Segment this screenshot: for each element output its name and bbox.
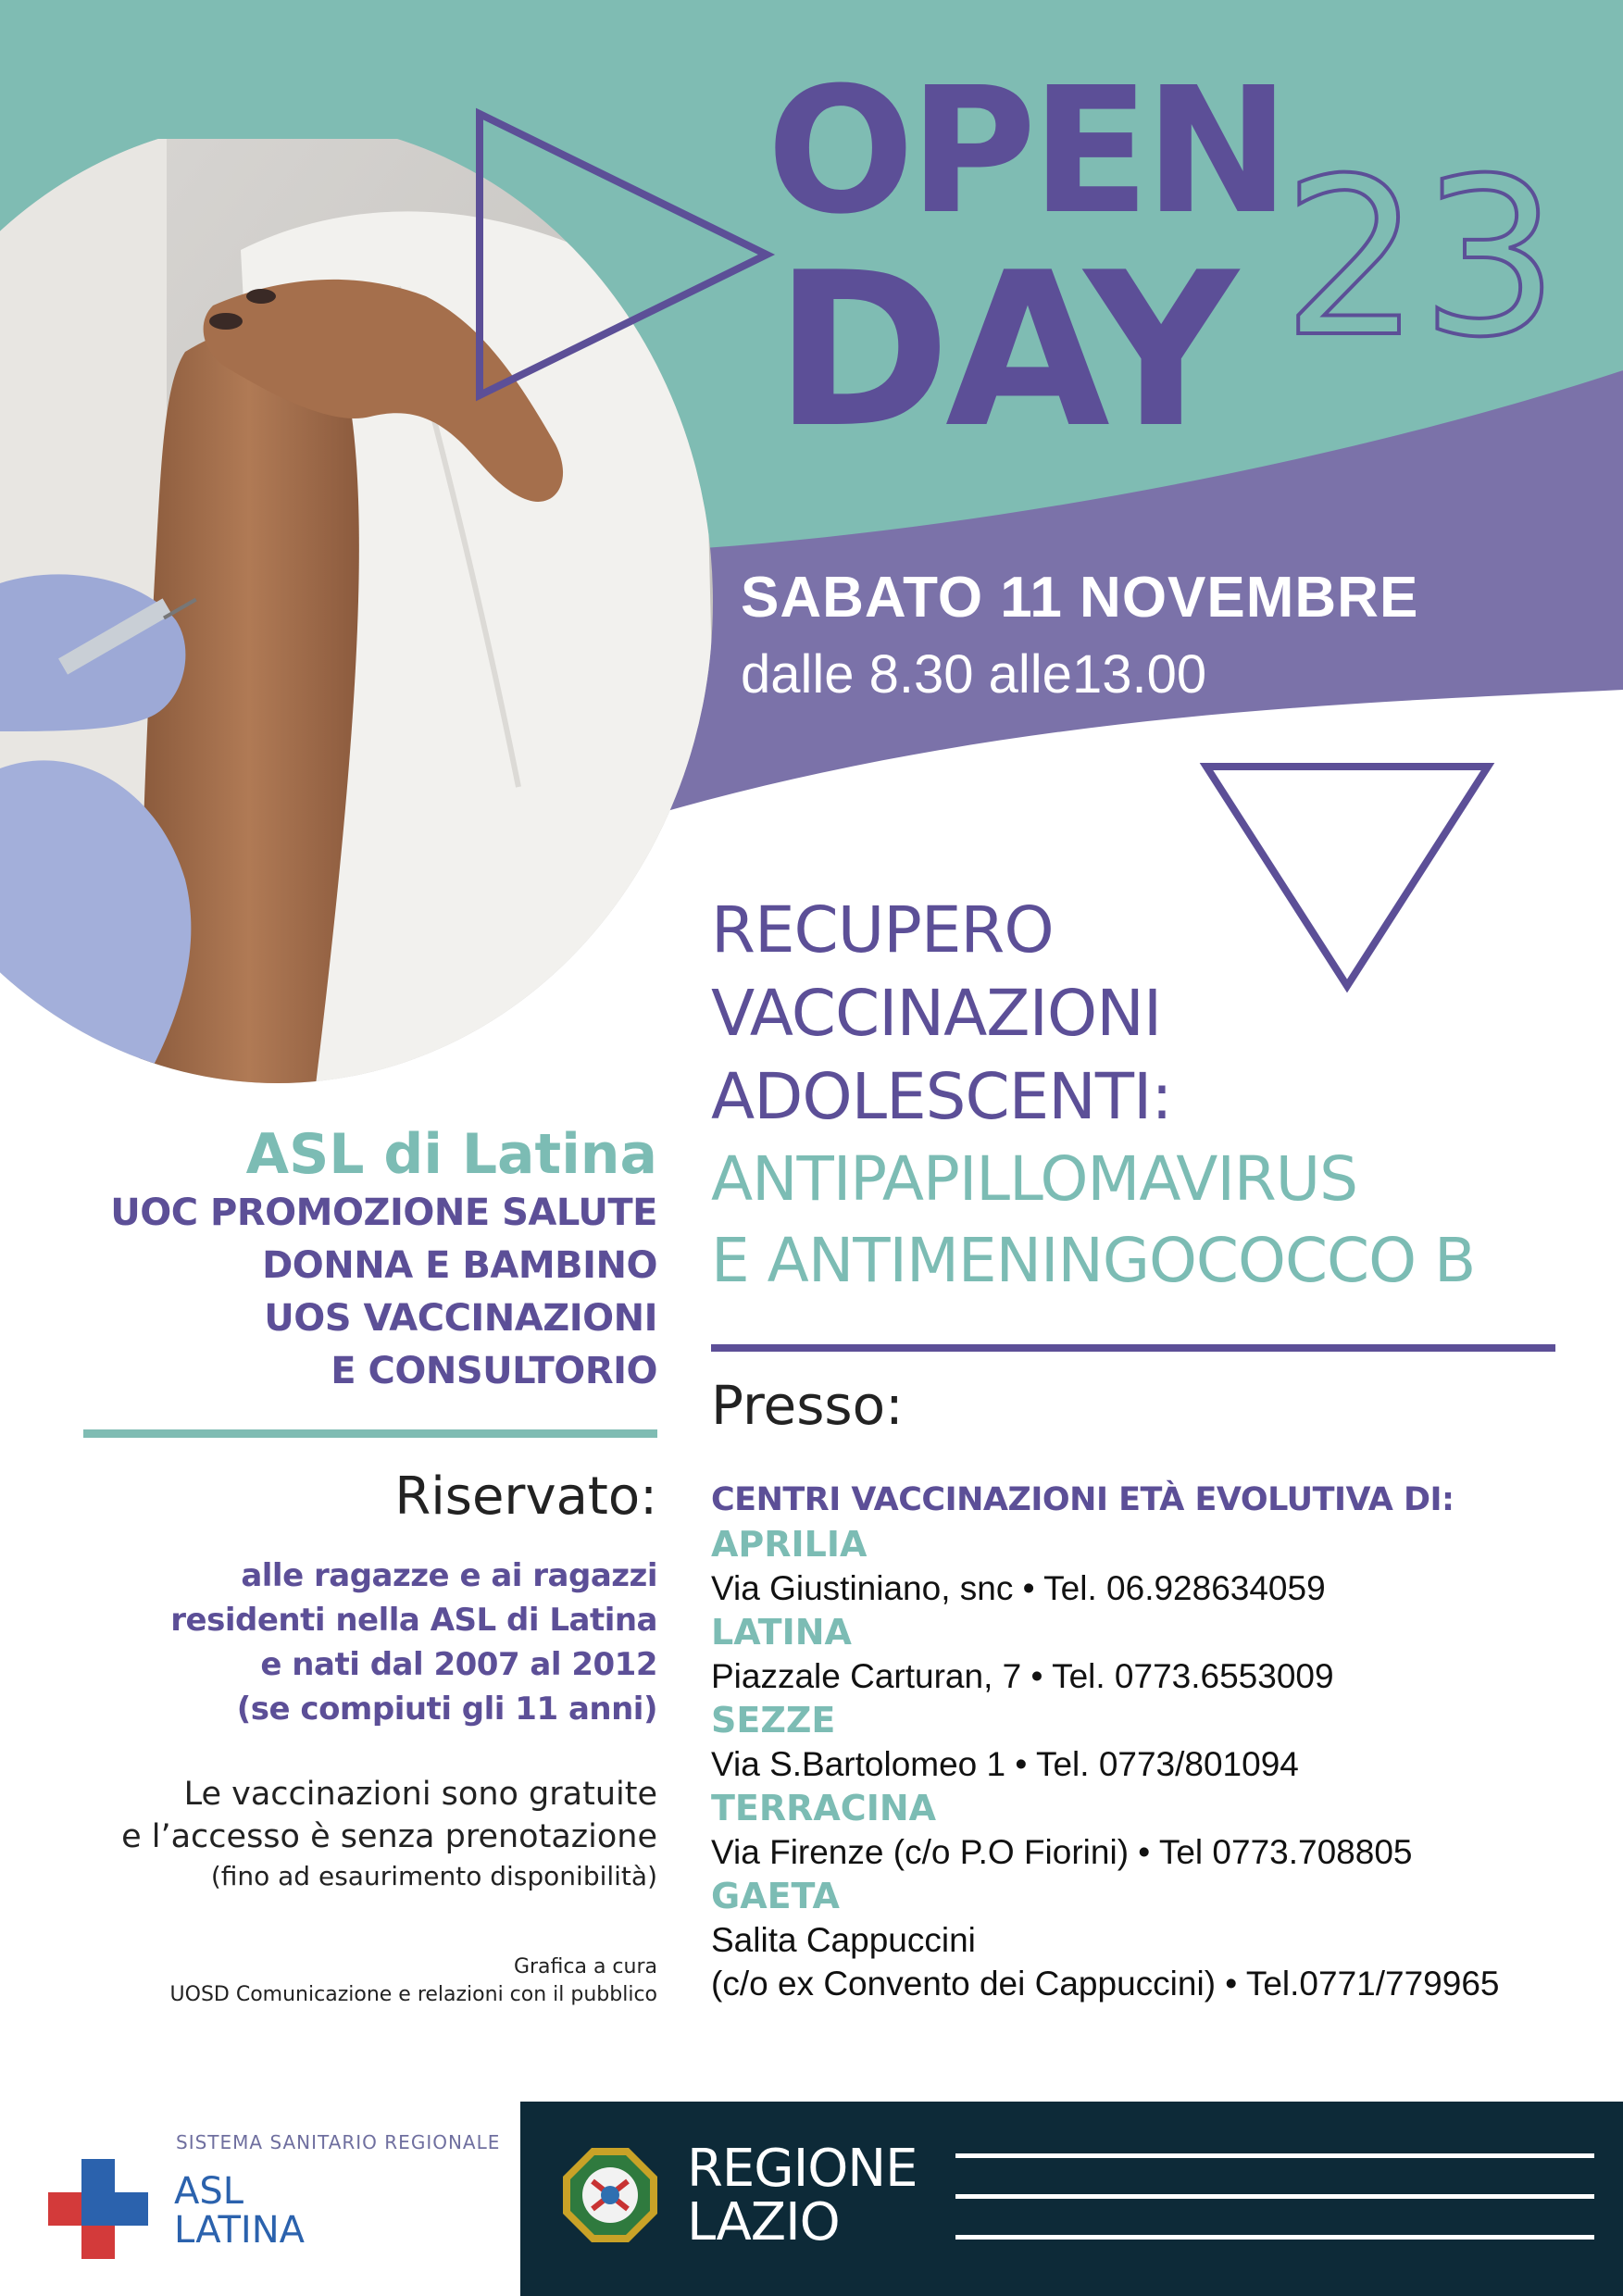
regione-logo-text [687,2139,918,2252]
campaign-line-5: E ANTIMENINGOCOCCO B [711,1225,1476,1296]
org-unit-3: UOS VACCINAZIONI [264,1297,657,1340]
event-date: SABATO 11 NOVEMBRE [741,566,1419,630]
location-name-terracina: TERRACINA [711,1788,937,1828]
campaign-title [711,889,1600,1302]
credits-line-1: Grafica a cura [513,1955,657,1978]
location-name-latina: LATINA [711,1612,852,1653]
year-label: 23 [1282,139,1560,361]
locations-list [711,1522,1600,2005]
location-address-sezze: Via S.Bartolomeo 1 • Tel. 0773/801094 [711,1745,1299,1783]
location-address-aprilia: Via Giustiniano, snc • Tel. 06.928634059 [711,1569,1326,1607]
notes-block [37,1773,657,1895]
org-divider [83,1429,657,1438]
regione-line-2: LAZIO [687,2192,840,2252]
location-name-gaeta: GAETA [711,1876,840,1916]
centers-subheading: CENTRI VACCINAZIONI ETÀ EVOLUTIVA DI: [711,1481,1454,1518]
credits-block [37,1953,657,2009]
org-unit-1: UOC PROMOZIONE SALUTE [110,1192,657,1234]
footer-line-1 [955,2153,1594,2158]
eligibility-line-3: e nati dal 2007 al 2012 [260,1646,657,1683]
credits-line-2: UOSD Comunicazione e relazioni con il pubblico [169,1983,657,2006]
org-unit-2: DONNA E BAMBINO [262,1244,657,1287]
eligibility-heading: Riservato: [394,1466,657,1527]
campaign-line-2: VACCINAZIONI [711,977,1162,1051]
location-address-terracina: Via Firenze (c/o P.O Fiorini) • Tel 0773.708805 [711,1833,1413,1871]
ssr-label: SISTEMA SANITARIO REGIONALE [176,2131,501,2153]
location-address-latina: Piazzale Carturan, 7 • Tel. 0773.6553009 [711,1657,1334,1695]
org-unit-4: E CONSULTORIO [331,1350,657,1392]
regione-emblem-icon [559,2144,661,2246]
location-address-gaeta: Salita Cappuccini [711,1921,976,1959]
notes-line-2: e l’accesso è senza prenotazione [121,1818,657,1855]
organization-block [37,1122,657,1398]
play-triangle-icon [472,106,778,403]
regione-line-1: REGIONE [687,2139,918,2199]
asl-line-1: ASL [174,2170,244,2213]
notes-line-3: (fino ad esaurimento disponibilità) [210,1861,657,1891]
campaign-line-1: RECUPERO [711,893,1054,967]
footer-line-2 [955,2194,1594,2199]
year-outline [1282,139,1560,361]
location-address-gaeta-extra: (c/o ex Convento dei Cappuccini) • Tel.0771/779965 [711,1965,1500,2003]
eligibility-line-4: (se compiuti gli 11 anni) [236,1691,657,1728]
event-time: dalle 8.30 alle13.00 [741,644,1207,705]
footer-line-3 [955,2235,1594,2240]
notes-line-1: Le vaccinazioni sono gratuite [183,1776,657,1813]
asl-logo-text [174,2172,305,2250]
title-divider [711,1344,1555,1352]
org-name: ASL di Latina [245,1122,657,1187]
asl-cross-icon [48,2159,148,2259]
open-heading: OPEN [767,50,1285,253]
eligibility-line-1: alle ragazze e ai ragazzi [241,1557,657,1594]
regione-footer [520,2102,1623,2296]
campaign-line-3: ADOLESCENTI: [711,1060,1172,1134]
eligibility-line-2: residenti nella ASL di Latina [170,1602,657,1639]
day-heading: DAY [774,228,1233,475]
asl-footer [0,2102,520,2296]
campaign-line-4: ANTIPAPILLOMAVIRUS [711,1143,1357,1215]
asl-line-2: LATINA [174,2209,305,2252]
location-name-sezze: SEZZE [711,1700,836,1741]
eligibility-block [37,1554,657,1731]
presso-heading: Presso: [711,1374,904,1437]
location-name-aprilia: APRILIA [711,1524,868,1565]
